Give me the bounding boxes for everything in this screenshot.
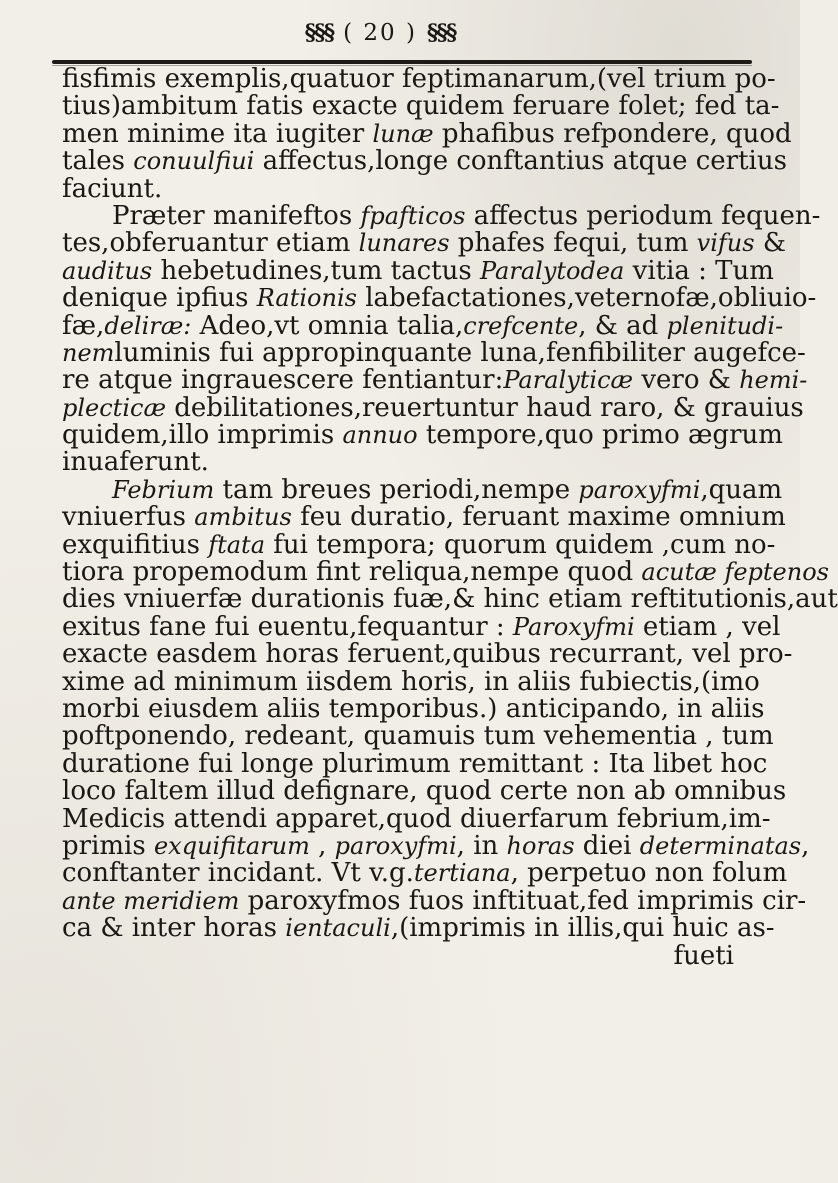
body-text <box>62 64 838 971</box>
text-run: paroxyfmos fuos inftituat,fed imprimis cir- <box>239 885 807 916</box>
text-run: feu duratio, feruant maxime omnium <box>291 502 786 533</box>
text-run: fisfimis exemplis,quatuor feptimanarum,(vel trium po- <box>62 64 776 94</box>
text-line <box>62 693 765 724</box>
text-run: quidem,illo imprimis <box>62 420 343 451</box>
text-line <box>62 228 786 259</box>
text-line <box>62 502 786 533</box>
italic-term: ante meridiem <box>62 886 240 915</box>
text-run: phafibus refpondere, quod <box>433 118 792 149</box>
text-run: phafes fequi, tum <box>449 228 697 259</box>
text-line <box>62 803 771 834</box>
italic-term: exquifitarum <box>153 831 310 860</box>
text-run: , <box>801 830 810 861</box>
running-header <box>0 20 800 56</box>
text-line <box>62 584 838 615</box>
italic-term: ftata <box>208 530 266 559</box>
text-run: primis <box>62 830 154 861</box>
text-line <box>62 310 784 341</box>
text-run: fæ, <box>62 310 105 341</box>
text-run: Præter manifeftos <box>112 200 361 231</box>
italic-term: Paroxyfmi <box>512 612 635 641</box>
ornament-left: §§§ <box>304 20 334 46</box>
italic-term: Febrium <box>112 475 215 504</box>
text-line <box>62 940 748 971</box>
italic-term: determinatas <box>639 831 802 860</box>
italic-term: tertiana <box>413 859 511 888</box>
text-line <box>62 255 774 286</box>
text-run: Medicis attendi apparet,quod diuerfarum febrium,im- <box>62 803 771 834</box>
text-run: diei <box>574 830 640 861</box>
text-run: , in <box>456 830 507 861</box>
text-run: re atque ingrauescere fentiantur: <box>62 365 504 396</box>
text-run: inuaferunt. <box>62 447 209 478</box>
italic-term: lunæ <box>372 119 434 148</box>
italic-term: plenitudi- <box>666 311 784 340</box>
text-run: labefactationes,veternofæ,obliuio- <box>356 283 817 314</box>
text-run: ca & inter horas <box>62 913 286 944</box>
text-line <box>62 611 781 642</box>
text-line <box>62 64 776 94</box>
text-run: loco faltem illud defignare, quod certe non ab omnibus <box>62 776 787 807</box>
text-line <box>62 173 748 204</box>
text-run: denique ipfius <box>62 283 257 314</box>
italic-term: conuulfiui <box>133 147 255 176</box>
text-run: vero & <box>633 365 740 396</box>
italic-term: acutæ feptenos <box>641 558 829 587</box>
text-run: vitia : Tum <box>624 255 774 286</box>
text-run: Adeo,vt omnia talia, <box>191 310 464 341</box>
text-run: debilitationes,reuertuntur haud raro, & grauius <box>166 392 804 423</box>
italic-term: fpafticos <box>360 201 466 230</box>
italic-term: auditus <box>62 256 153 285</box>
text-run: men minime ita iugiter <box>62 118 373 149</box>
text-run: exitus fane fui euentu,fequantur : <box>62 611 513 642</box>
ornament-right: §§§ <box>426 20 456 46</box>
text-line <box>62 392 804 423</box>
text-line <box>62 748 768 779</box>
italic-term: ambitus <box>194 503 292 532</box>
text-line <box>62 529 776 560</box>
text-line <box>62 146 787 177</box>
text-run: exacte easdem horas feruent,quibus recurrant, vel pro- <box>62 639 793 670</box>
italic-term: Paralytodea <box>479 256 625 285</box>
italic-term: plecticæ <box>62 393 167 422</box>
text-line <box>62 557 829 588</box>
text-line <box>62 118 792 149</box>
page-number: ( 20 ) <box>343 20 417 46</box>
text-line <box>62 858 788 889</box>
text-run: morbi eiusdem aliis temporibus.) anticipando, in aliis <box>62 693 765 724</box>
text-run: faciunt. <box>62 173 163 204</box>
italic-term: ientaculi <box>285 914 391 943</box>
italic-term: horas <box>506 831 575 860</box>
text-run: duratione fui longe plurimum remittant : Ita libet hoc <box>62 748 768 779</box>
text-line <box>62 885 807 916</box>
text-run: tales <box>62 146 134 177</box>
text-line <box>62 776 787 807</box>
text-line <box>62 337 806 368</box>
text-run: vniuerfus <box>62 502 195 533</box>
italic-term: crefcente <box>463 311 579 340</box>
italic-term: deliræ: <box>104 311 192 340</box>
text-line <box>62 474 783 505</box>
text-run: dies vniuerfæ durationis fuæ,& hinc etiam reftitutionis,aut <box>62 584 838 615</box>
text-run: , perpetuo non folum <box>510 858 788 889</box>
text-run: fui tempora; quorum quidem ,cum no- <box>265 529 776 560</box>
text-line <box>62 666 760 697</box>
text-run: , <box>309 830 335 861</box>
italic-term: Rationis <box>256 284 357 313</box>
text-line <box>62 639 793 670</box>
italic-term: paroxyfmi <box>334 831 457 860</box>
text-run: affectus periodum fequen- <box>465 200 821 231</box>
text-line <box>62 91 780 122</box>
text-run: luminis fui appropinquante luna,fenfibiliter augefce- <box>114 337 806 368</box>
text-run: conftanter incidant. Vt v.g. <box>62 858 414 889</box>
text-run: fueti <box>673 940 734 971</box>
text-run: exquifitius <box>62 529 209 560</box>
italic-term: paroxyfmi <box>578 475 701 504</box>
italic-term: vifus <box>696 229 755 258</box>
text-line <box>62 830 810 861</box>
text-run: xime ad minimum iisdem horis, in aliis fubiectis,(imo <box>62 666 760 697</box>
text-run: tam breues periodi,nempe <box>214 474 579 505</box>
text-line <box>62 449 748 476</box>
italic-term: hemi- <box>739 366 808 395</box>
text-run: tempore,quo primo ægrum <box>417 420 783 451</box>
italic-term: nem <box>62 338 115 367</box>
text-line <box>62 721 774 752</box>
text-line <box>62 420 783 451</box>
text-run: , & ad <box>578 310 667 341</box>
text-line <box>62 913 775 944</box>
italic-term: Paralyticæ <box>503 366 634 395</box>
text-run: affectus,longe conftantius atque certius <box>254 146 787 177</box>
text-run: & <box>754 228 786 259</box>
text-run: ,(imprimis in illis,qui huic as- <box>390 913 775 944</box>
text-line <box>62 365 808 396</box>
text-run: poftponendo, redeant, quamuis tum vehementia , tum <box>62 721 774 752</box>
text-line <box>62 200 821 231</box>
italic-term: annuo <box>342 421 418 450</box>
text-run: hebetudines,tum tactus <box>152 255 480 286</box>
text-run: tius)ambitum fatis exacte quidem feruare folet; fed ta- <box>62 91 780 122</box>
text-run: ,quam <box>700 474 783 505</box>
text-run: tes,obferuantur etiam <box>62 228 359 259</box>
text-run: etiam , vel <box>634 611 781 642</box>
text-line <box>62 283 817 314</box>
italic-term: lunares <box>358 229 450 258</box>
text-run: tiora propemodum fint reliqua,nempe quod <box>62 557 642 588</box>
